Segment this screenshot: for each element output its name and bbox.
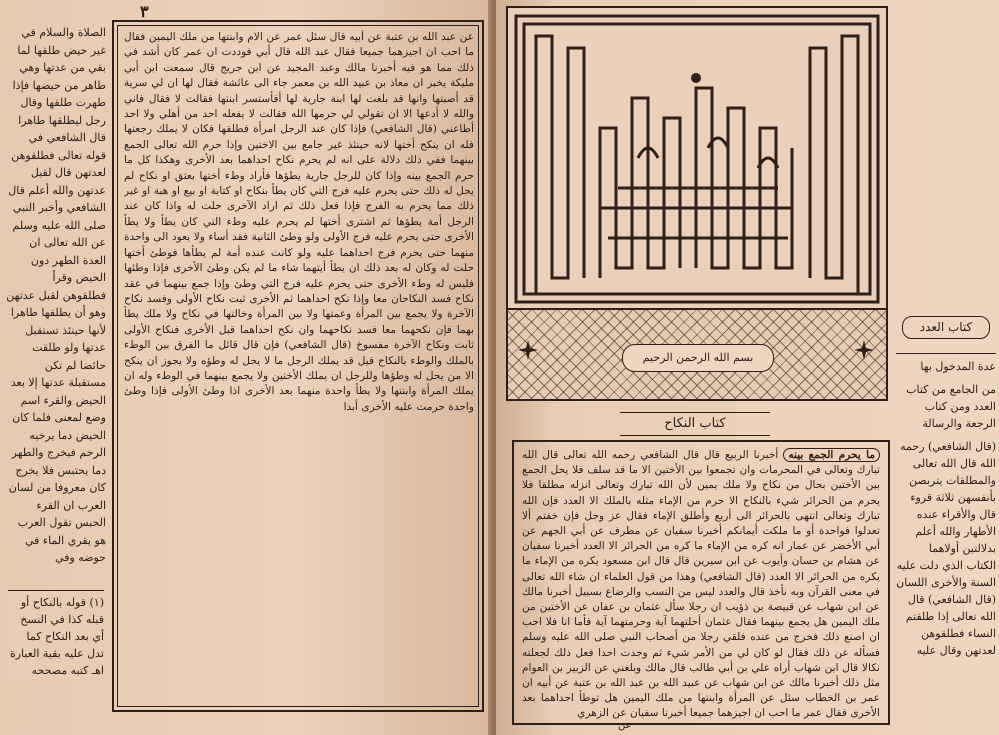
right-main-text	[512, 440, 890, 725]
page-number: ٣	[140, 2, 149, 21]
main-text-frame	[112, 20, 484, 712]
basmala: بسم الله الرحمن الرحيم	[622, 344, 774, 372]
right-main-text-body: أخبرنا الربيع قال قال الشافعي رحمه الله تعالى قال الله تبارك وتعالى في المحرمات وان تجمعوا بين الأختين الا ما قد سلف فلا يحل الجمع بين الأختين بحال من نكاح ولا ملك يمين لأن الله تبارك وتعالى انزله مطلقا فلا يحرم من الحرائر شيء بالنكاح الا حرم من الإماء مثله بالملك الا العدد فإن الله تبارك وتعالى انتهى بالحرائر الى أربع وأطلق الإماء فقال عز وجل فإن خفتم ألا تعدلوا فواحدة أو ما ملكت أيمانكم أخبرنا سفيان عن مطرف عن أبي الجهم عن أبي الأخضر عن عمار انه كره من الإماء ما كره من الحرائر الا العدد أخبرنا سفيان عن هشام بن حسان وأيوب عن ابن سيرين قال قال ابن مسعود يكره من الإماء ما يكره من الحرائر الا العدد (قال الشافعي) وهذا من قول العلماء ان شاء الله تعالى في معنى القرآن وبه نأخذ قال والعدد ليس من النسب والرضاع بسبيل أخبرنا مالك عن ابن شهاب عن قبيصة بن ذؤيب ان رجلا سأل عثمان بن عفان عن الأختين من ملك اليمين هل يجمع بينهما فقال عثمان أحلتهما آية وحرمتهما آية فأما انا فلا احب ان اصنع ذلك فخرج من عنده فلقي رجلا من أصحاب النبي صلى الله عليه وسلم فسأله عن ذلك فقال لو كان لي من الأمر شيء ثم وجدت احدا فعل ذلك لجعلته نكالا قال ابن شهاب أراه علي بن أبي طالب قال مالك وبلغني عن الزبير بن العوام مثل ذلك أخبرنا مالك عن ابن شهاب عن عبيد الله بن عبد الله بن عتبة عن أبيه ان عمر بن الخطاب سئل عن المرأة وابنتها من ملك اليمين هل توطأ احداهما بعد الأخرى فقال عمر ما احب ان اجيزهما جميعا أخبرنا سفيان عن الزهري	[522, 449, 880, 720]
ornamental-header	[506, 6, 888, 401]
left-page	[0, 0, 492, 735]
margin-subtitle: عدة المدخول بها	[896, 353, 996, 375]
main-text: عن عبد الله بن عتبة عن أبيه قال سئل عمر عن الام وابنتها من ملك اليمين فقال ما احب ان اجيزهما جميعا فقال عبد الله قال أبي فوددت ان عمر كان أشد في ذلك مما هو فيه أخبرنا مالك وعبد المجيد عن ابن جريج قال سمعت ابن أبي مليكة يخبر ان معاذ بن عبيد الله بن معمر جاء الى عائشة فقال لها ان لي سرية قد أصبتها وانها قد بلغت لها ابنة جارية لها أفأستسر ابنتها فقالت لا فقال فاني والله لا أدعها الا ان تقولي لي حرمها الله فقالت لا يفعله احد من أهلي ولا احد أطاعني (قال الشافعي) فإذا كان عند الرجل امرأة فطلقها فكان لا يملك رجعتها فله ان ينكح أختها لانه حينئذ غير جامع بين الاختين وإذا حرم الله تعالى الجمع بينهما ففي ذلك دلالة على انه لم يحرم نكاح احداهما بعد الأخرى وهكذا كل ما حرم الجمع بينه وإذا كان للرجل جارية يطؤها فأراد وطء أختها بعتق او نكاح لم يحل له ذلك حتى يحرم عليه فرج التي كان يطأ بنكاح او كتابة او بيع او هبة او غير ذلك مما يحرم به الفرج فإذا فعل ذلك ثم اراد الآخرى حلت له واذا كان عند الرجل أمة يطؤها ثم اشترى أختها لم يحرم عليه وطء التي كان يطأ ولا يطأ الأخرى حتى يحرم عليه فرج الأولى ولو وطئ الثانية فقد أساء ولا يعود الى واحدة منهما حتى يحرم فرج احداهما عليه ولو كانت عنده أمة لم يطأها فوطئ أختها حلت له وكان له بعد ذلك ان يطأ أيتهما شاء ما لم يكن وطئ الأخرى فإذا وطئها فليس له وطء الأخرى حتى يحرم عليه فرج التي وطئ وإذا جمع بينهما في عقد نكاح فسد النكاحان معا وإذا نكح احداهما ثم الأخرى ثبت نكاح الأولى وفسد نكاح الآخرة ولا يجمع بين المرأة وعمتها ولا بين المرأة وخالتها في نكاح ولا ملك يطأ بهما فإن نكحهما معا فسد نكاحهما وان نكح احداهما قبل الأخرى فنكاح الأولى ثابت ونكاح الآخرة مفسوخ (قال الشافعي) فإن قال قائل ما الفرق بين الوطء بالملك والوطء بالنكاح قيل قد يملك الرجل ما لا يحل له وطؤه ولا يجوز ان ينكح الا من يحل له وطؤها وللرجل ان يملك الأختين ولا يجمع بينهما في الوطء وله ان يملك المرأة وابنتها ولا يطأ واحدة منهما بعد الأخرى اذا وطئ الأولى فإذا وطئ واحدة حرمت عليه الأخرى أبدا	[124, 31, 474, 413]
margin-commentary-text: (قال الشافعي) رحمه الله قال الله تعالى والمطلقات يتربصن بأنفسهن ثلاثة قروء قال والأقراء عنده الأطهار والله أعلم بدلالتين أولاهما الكتاب الذي دلت عليه السنة والأخرى اللسان (قال الشافعي) قال الله تعالى إذا طلقتم النساء فطلقوهن لعدتهن وقال عليه	[896, 440, 996, 657]
kufic-calligraphy-ornament	[508, 8, 886, 308]
margin-title: كتاب العدد	[902, 316, 990, 339]
margin-commentary-text: الصلاة والسلام في غير حيض طلقها لما بقي من عدتها وهي طاهر من حيضها فإذا طهرت طلقها وقال رجل ليطلقها طاهرا قال الشافعي في قوله تعالى فطلقوهن لعدتهن قال لقبل عدتهن والله أعلم قال الشافعي وأخبر النبي صلى الله عليه وسلم عن الله تعالى ان العدة الطهر دون الحيض وقرأ فطلقوهن لقبل عدتهن وهو أن يطلقها طاهرا لأنها حينئذ تستقبل عدتها ولو طلقت حائضا لم تكن مستقبلة عدتها إلا بعد الحيض والقرء اسم وضع لمعنى فلما كان الحيض دما يرخيه الرحم فيخرج والطهر دما يحتبس فلا يخرج كان معروفا من لسان العرب ان القرء الحبس تقول العرب هو يقري الماء في حوضه وفي	[6, 26, 106, 564]
rosette-ornament-icon	[854, 340, 874, 360]
chapter-title: كتاب النكاح	[620, 412, 770, 436]
section-label: ما يحرم الجمع بينه	[783, 448, 880, 462]
right-margin-commentary	[896, 316, 996, 726]
catchword: عن	[618, 720, 632, 731]
footnote: (١) قوله بالنكاح أو قبله كذا في النسخ أي بعد النكاح كما تدل عليه بقية العبارة اهـ كتبه مصححه	[8, 590, 104, 679]
margin-source-note: من الجامع من كتاب العدد ومن كتاب الرجعة والرسالة	[906, 383, 996, 430]
rosette-ornament-icon	[518, 340, 538, 360]
